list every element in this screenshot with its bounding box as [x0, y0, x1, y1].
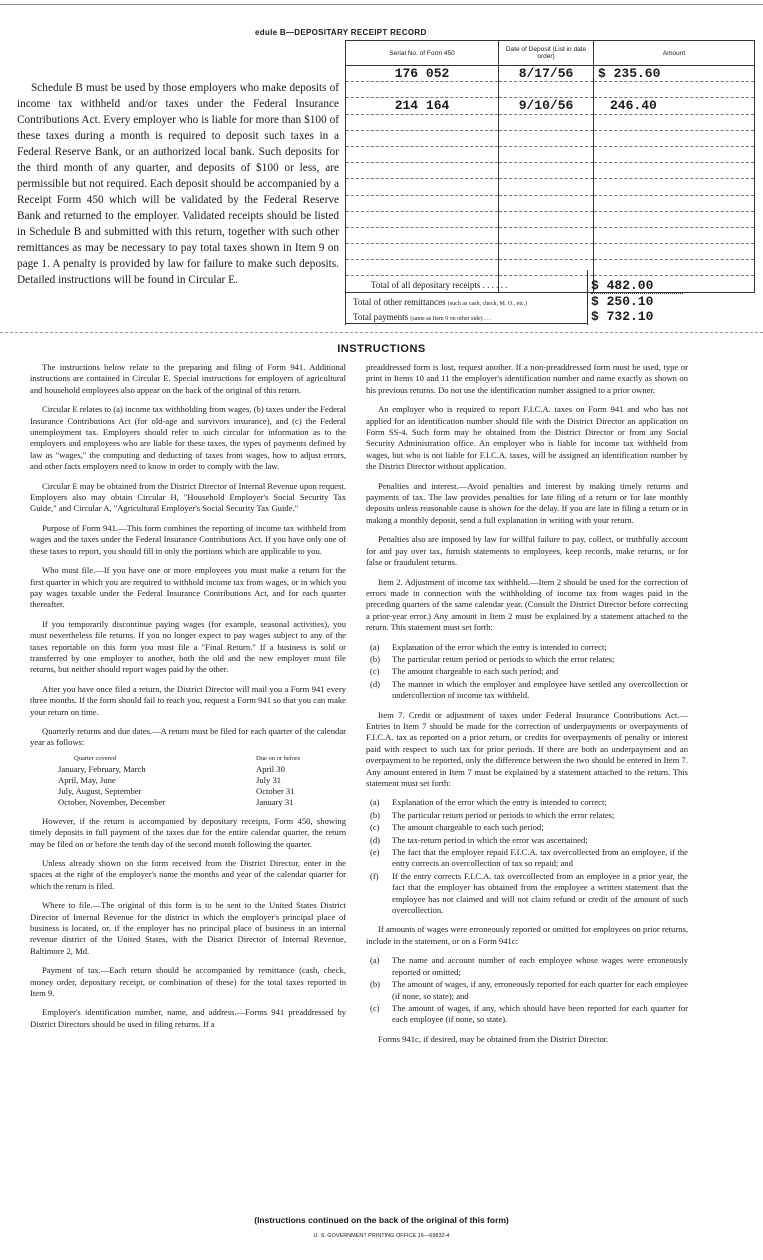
- serial-cell: 176 052: [394, 66, 450, 82]
- quarter-cell: July, August, September: [58, 785, 142, 796]
- instr-para: Item 2. Adjustment of income tax withheld.—Item 2 should be used for the correction of errors made in connection with the withholding of income tax from wages paid in the preceding quarters of the same calendar year. (Consult the District Director before correcting a prior-year error.) Any amount in Item 2 must be explained by a statement attached to the return. This statement must set forth:: [366, 576, 688, 633]
- list-key: (b): [370, 653, 381, 664]
- list-item: [366, 666, 688, 677]
- list-text: The fact that the employer repaid F.I.C.A. tax overcollected from an employee, if the entry corrects an overcollection of tax so repaid; and: [392, 847, 688, 869]
- instr-para: Where to file.—The original of this form is to be sent to the United States District Director of Internal Revenue for the district in which the employer's principal place of business is located, or, if the employer has no principal place of business in an internal revenue district of the United States, with the District Director of Internal Revenue, Baltimore 2, Md.: [30, 900, 346, 956]
- table-row: [346, 98, 755, 114]
- total-receipts-value: $ 482.00: [591, 278, 654, 293]
- list-key: (c): [370, 666, 380, 677]
- other-remittances-value: $ 250.10: [591, 294, 654, 309]
- col-amount-header: Amount: [594, 41, 755, 66]
- list-item: [366, 979, 688, 1002]
- table-row: [346, 163, 755, 179]
- quarters-table: [58, 753, 346, 808]
- instr-para: Penalties also are imposed by law for willful failure to pay, collect, or truthfully account for and pay over tax, furnish statements to employees, keep records, make returns, or for false or fraudulent returns.: [366, 534, 688, 568]
- list-key: (a): [370, 641, 380, 652]
- list-key: (a): [370, 955, 380, 966]
- schedule-title: edule B—DEPOSITARY RECEIPT RECORD: [255, 28, 427, 37]
- col-serial-header: Serial No. of Form 450: [346, 41, 499, 66]
- list-key: (c): [370, 822, 380, 833]
- list-key: (b): [370, 809, 381, 820]
- total-payments-value: $ 732.10: [591, 309, 654, 324]
- continued-note: (Instructions continued on the back of the original of this form): [254, 1215, 509, 1225]
- item7-list: [366, 797, 688, 916]
- amount-cell: 246.40: [610, 98, 657, 114]
- instr-para: Quarterly returns and due dates.—A return must be filed for each quarter of the calendar year as follows:: [30, 725, 346, 748]
- list-key: (f): [370, 870, 379, 881]
- other-remittances-text: Total of other remittances: [353, 297, 446, 307]
- totals-left-rule: [345, 270, 346, 325]
- instr-para: Unless already shown on the form received from the District Director, enter in the spaces at the right of the employer's name the months and year of the calendar quarter for which the return is filed.: [30, 858, 346, 891]
- serial-cell: 214 164: [394, 98, 450, 114]
- list-item: [366, 642, 688, 653]
- other-remittances-label: [353, 297, 527, 307]
- total-payments-text: Total payments: [353, 312, 409, 322]
- instr-para: Circular E may be obtained from the District Director of Internal Revenue upon request. Employers also may obtain Circular H, "Household Employer's Social Security Tax Guide," and Circular A, "Agricultural Employer's Social Security Tax Guide.": [30, 480, 346, 514]
- list-text: The amount chargeable to each such period;: [392, 822, 544, 833]
- instr-para: If you temporarily discontinue paying wages (for example, seasonal activities), you must nevertheless file returns. If you no longer expect to pay wages subject to any of the taxes reportable on this form you must file a "Final Return." If a business is sold or transferred by one employer to another, both the old and the new employer must file returns, but neither should report wages paid by the other.: [30, 618, 346, 675]
- amount-cell: $ 235.60: [598, 66, 661, 82]
- table-row: [346, 146, 755, 162]
- top-rule: [0, 4, 763, 5]
- instr-para: Circular E relates to (a) income tax withholding from wages, (b) taxes under the Federal Insurance Contributions Act (for old-age and survivors insurance), and (c) the Federal unemployment tax. Employers should refer to such circular for information as to the employers and employees who are liable for these taxes, the types of payments defined by law as "wages," the computing and deducting of taxes from wages, how to adjust errors, and other facts employers need to know in order to comply with the law.: [30, 404, 346, 472]
- total-payments-note: (same as Item 9 on other side) . . .: [410, 316, 492, 322]
- table-row: [346, 211, 755, 227]
- list-item: [366, 835, 688, 846]
- list-key: (d): [370, 834, 381, 845]
- date-cell: 8/17/56: [518, 66, 574, 82]
- due-cell: January 31: [256, 796, 294, 807]
- list-text: The amount chargeable to each such period; and: [392, 666, 559, 677]
- instr-para: The instructions below relate to the preparing and filing of Form 941. Additional instructions are contained in Circular E. Special instructions for employers of agricultural and household employees also appear on the back of the original of this return.: [30, 362, 346, 395]
- instructions-title: INSTRUCTIONS: [337, 343, 426, 355]
- quarter-header: Quarter covered: [74, 754, 117, 762]
- list-text: The particular return period or periods to which the error relates;: [392, 653, 615, 664]
- due-header: Due on or before: [256, 754, 301, 762]
- list-text: The amount of wages, if any, erroneously reported for each quarter for each employee (if none, so state); and: [392, 979, 688, 1001]
- instr-para: Payment of tax.—Each return should be accompanied by remittance (cash, check, money order, depositary receipt, or combination of these) for the total taxes reported in Item 9.: [30, 965, 346, 999]
- list-item: [366, 810, 688, 821]
- list-text: The name and account number of each employee whose wages were erroneously reported or omitted;: [392, 955, 688, 977]
- quarter-cell: April, May, June: [58, 774, 116, 785]
- depositary-receipt-table: [345, 40, 755, 293]
- totals-right-rule: [587, 270, 588, 325]
- list-text: If the entry corrects F.I.C.A. tax overcollected from an employee in a prior year, the fact that the employer has obtained from the employee a written statement that the employee has not claimed and will not claim refund or credit of the amount of such overcollection.: [392, 870, 688, 916]
- list-item: [366, 822, 688, 833]
- instr-para: An employer who is required to report F.I.C.A. taxes on Form 941 and who has not applied for an identification number should file with the District Director an application on Form SS-4. Such form may be obtained from the District Director or from any Social Security Administration office. An employer who is liable for income tax withheld from wages, but who is not liable for F.I.C.A. taxes, will be assigned an identification number by the District Director without application.: [366, 404, 688, 472]
- schedule-b-paragraph: Schedule B must be used by those employers who make deposits of income tax withheld and/or taxes under the Federal Insurance Contributions Act. Every employer who is liable for more than $100 of these taxes during a month is required to deposit such taxes in a Federal Reserve Bank, or an authorized local bank. Such deposits for the third month of any quarter, and deposits of $100 or less, are permissible but not required. Each deposit should be accompanied by a Receipt Form 450 which will be validated by the Federal Reserve Bank and returned to the employer. Validated receipts should be listed in Schedule B and submitted with this return, together with such other remittances as may be necessary to pay total taxes shown in Item 9 on page 1. A penalty is provided by law for failure to make such deposits. Detailed instructions will be found in Circular E.: [17, 82, 339, 286]
- list-item: [366, 797, 688, 808]
- table-row: [346, 244, 755, 260]
- list-item: [366, 955, 688, 978]
- list-item: [366, 871, 688, 917]
- col-date-header: Date of Deposit (List in date order): [499, 41, 594, 66]
- list-item: [366, 1003, 688, 1026]
- instr-para: preaddressed form is lost, request another. If a non-preaddressed form must be used, type or print in Items 10 and 11 the employer's identification number and name exactly as shown on his previous returns. Do not use the identification number assigned to a prior owner.: [366, 362, 688, 395]
- totals-bottom-rule: [345, 323, 587, 324]
- list-item: [366, 847, 688, 870]
- list-text: Explanation of the error which the entry is intended to correct;: [392, 797, 607, 808]
- list-key: (c): [370, 1002, 380, 1013]
- instr-para: Purpose of Form 941.—This form combines the reporting of income tax withheld from wages and the taxes under the Federal Insurance Contributions Act. If you have only one of these taxes to report, you should fill in only the portions which are applicable to you.: [30, 522, 346, 556]
- item2-list: [366, 642, 688, 702]
- list-item: [366, 679, 688, 702]
- table-row: [346, 195, 755, 211]
- instructions-left-column: [30, 362, 346, 1038]
- table-row: [346, 66, 755, 82]
- instructions-right-column: [366, 362, 688, 1053]
- wages-list: [366, 955, 688, 1025]
- instr-para: If amounts of wages were erroneously reported or omitted for employees on prior returns, include in the statement, or on a Form 941c:: [366, 924, 688, 946]
- list-key: (d): [370, 678, 381, 689]
- instr-para: Employer's identification number, name, and address.—Forms 941 preaddressed by District Directors should be used in filing returns. If a: [30, 1007, 346, 1029]
- due-cell: October 31: [256, 785, 295, 796]
- instr-para: However, if the return is accompanied by depositary receipts, Form 450, showing timely deposits in full payment of the taxes due for the entire calendar quarter, the return may be filed on or before the tenth day of the second month following the quarter.: [30, 815, 346, 849]
- table-row: [346, 82, 755, 98]
- list-key: (e): [370, 847, 380, 858]
- list-key: (a): [370, 797, 380, 808]
- instr-para: Who must file.—If you have one or more employees you must make a return for the first quarter in which you are required to withhold income tax from wages, or in which you pay wages taxable under the Federal Insurance Contributions Act, and for each quarter thereafter.: [30, 565, 346, 610]
- list-item: [366, 654, 688, 665]
- list-text: The tax-return period in which the error was ascertained;: [392, 834, 588, 845]
- list-text: The manner in which the employer and employee have settled any overcollection or undercollection of income tax withheld.: [392, 678, 688, 701]
- instr-para: Forms 941c, if desired, may be obtained from the District Director.: [378, 1033, 609, 1044]
- list-text: Explanation of the error which the entry is intended to correct;: [392, 641, 607, 652]
- table-row: [346, 130, 755, 146]
- other-remittances-note: (such as cash, check, M. O., etc.): [447, 301, 528, 307]
- date-cell: 9/10/56: [518, 98, 574, 114]
- table-row: [346, 260, 755, 276]
- list-key: (b): [370, 979, 381, 990]
- list-text: The amount of wages, if any, which should have been reported for each quarter for each employee (if none, so state).: [392, 1002, 688, 1025]
- total-receipts-label: Total of all depositary receipts . . . . . .: [371, 280, 508, 290]
- section-divider: [0, 332, 763, 333]
- instr-para: Penalties and interest.—Avoid penalties and interest by making timely returns and payments of tax. The law provides penalties for late filing of a return or for late monthly deposits unless reasonable cause is shown for the delay. If you are late in filing a return or in making a monthly deposit, send a full explanation in writing with your return.: [366, 480, 688, 525]
- quarter-cell: January, February, March: [58, 763, 146, 774]
- table-row: [346, 114, 755, 130]
- due-cell: April 30: [256, 763, 285, 774]
- instr-para: After you have once filed a return, the District Director will mail you a Form 941 every three months. If the form should fail to reach you, request a Form 941 so that you can make your return on time.: [30, 683, 346, 717]
- total-payments-label: [353, 312, 492, 322]
- instr-para: Item 7. Credit or adjustment of taxes under Federal Insurance Contributions Act.—Entries in Item 7 should be made for the correction of underpayments or overpayments of F.I.C.A. tax as reported on a prior return, or credits for overpayments of penalty or interest paid with respect to such tax for prior periods. If there are both an underpayment and an overpayment to be reported, only the difference between the two should be entered in Item 7. Any amount entered in Item 7 must be explained by a statement attached to the return. This statement must set forth:: [366, 709, 688, 788]
- table-row: [346, 179, 755, 195]
- printing-office-line: U. S. GOVERNMENT PRINTING OFFICE 16—69832-4: [313, 1233, 450, 1239]
- due-cell: July 31: [256, 774, 282, 785]
- quarter-cell: October, November, December: [58, 796, 166, 807]
- list-text: The particular return period or periods to which the error relates;: [392, 809, 615, 820]
- table-row: [346, 227, 755, 243]
